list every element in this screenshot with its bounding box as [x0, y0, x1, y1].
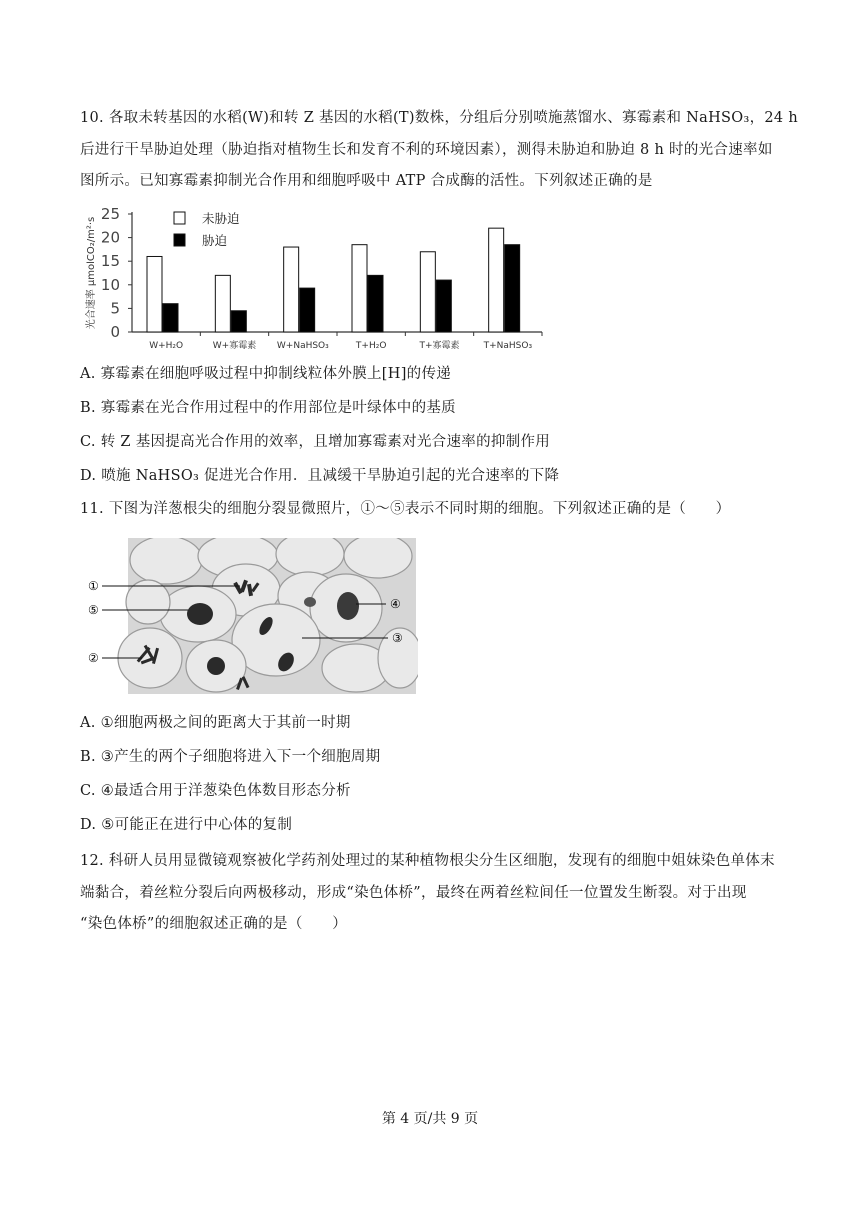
x-tick-label: W+NaHSO₃	[276, 341, 329, 351]
q10-option-c: C. 转 Z 基因提高光合作用的效率，且增加寡霉素对光合速率的抑制作用	[80, 434, 551, 450]
q10-line-2: 后进行干旱胁迫处理（胁迫指对植物生长和发育不利的环境因素），测得未胁迫和胁迫 8 h 时的光合速率如	[80, 141, 773, 158]
q11-option-a: A. ①细胞两极之间的距离大于其前一时期	[80, 715, 351, 731]
q11-option-d: D. ⑤可能正在进行中心体的复制	[80, 817, 293, 833]
x-tick-label: T+寡霉素	[419, 341, 460, 351]
bar-unstressed	[284, 247, 299, 332]
x-tick-label: W+H₂O	[149, 341, 184, 351]
cell-4-nucleus	[337, 592, 359, 620]
q11-option-b: B. ③产生的两个子细胞将进入下一个细胞周期	[80, 749, 381, 765]
page-footer	[0, 1108, 860, 1128]
q10-line-3: 图所示。已知寡霉素抑制光合作用和细胞呼吸中 ATP 合成酶的活性。下列叙述正确的是	[80, 173, 653, 189]
q12-line-3: “染色体桥”的细胞叙述正确的是（ ）	[80, 916, 348, 932]
cell-5-nucleus	[187, 603, 213, 625]
y-tick-label: 20	[100, 228, 120, 247]
figure-label-2: ②	[88, 651, 99, 665]
legend-label-unstressed: 未胁迫	[202, 211, 240, 226]
bar-unstressed	[215, 275, 230, 332]
y-tick-label: 5	[110, 299, 120, 318]
y-axis-label: 光合速率 μmolCO₂/m²·s	[86, 216, 97, 330]
bar-unstressed	[420, 252, 435, 332]
q10-option-d: D. 喷施 NaHSO₃ 促进光合作用．且减缓干旱胁迫引起的光合速率的下降	[80, 468, 560, 484]
bar-stressed	[368, 275, 383, 332]
bar-stressed	[300, 288, 315, 332]
q12-line-1: 12. 科研人员用显微镜观察被化学药剂处理过的某种植物根尖分生区细胞，发现有的细胞中姐妹染色单体末	[80, 853, 775, 869]
q12-line-2: 端黏合，着丝粒分裂后向两极移动，形成“染色体桥”，最终在两着丝粒间任一位置发生断裂。对于出现	[80, 884, 747, 901]
x-tick-label: T+NaHSO₃	[483, 341, 533, 351]
bar-stressed	[163, 304, 178, 332]
question-11-stem: 11. 下图为洋葱根尖的细胞分裂显微照片，①～⑤表示不同时期的细胞。下列叙述正确的是（ ）	[80, 501, 731, 517]
figure-label-3: ③	[392, 631, 403, 645]
q10-line-1: 10. 各取未转基因的水稻(W)和转 Z 基因的水稻(T)数株，分组后分别喷施蒸馏水、寡霉素和 NaHSO₃，24 h	[80, 110, 798, 126]
x-tick-label: W+寡霉素	[212, 341, 257, 351]
question-10-stem	[80, 103, 800, 198]
x-tick-label: T+H₂O	[355, 341, 387, 351]
q11-option-c: C. ④最适合用于洋葱染色体数目形态分析	[80, 783, 351, 799]
figure-label-1: ①	[88, 579, 99, 593]
bar-stressed	[231, 311, 246, 332]
question-12-stem	[80, 846, 800, 941]
photosynthesis-rate-bar-chart	[78, 204, 548, 356]
q10-option-a: A. 寡霉素在细胞呼吸过程中抑制线粒体外膜上[H]的传递	[80, 366, 452, 382]
legend-swatch-unstressed	[174, 212, 185, 224]
bar-unstressed	[489, 228, 504, 332]
y-tick-label: 10	[100, 275, 120, 294]
bar-unstressed	[147, 256, 162, 332]
bar-stressed	[505, 245, 520, 332]
y-tick-label: 0	[110, 323, 120, 341]
onion-root-tip-micrograph	[88, 538, 418, 694]
y-tick-label: 15	[100, 252, 120, 271]
y-tick-label: 25	[100, 205, 120, 223]
legend-swatch-stressed	[174, 234, 185, 246]
page-number: 第 4 页/共 9 页	[381, 1111, 479, 1127]
q10-option-b: B. 寡霉素在光合作用过程中的作用部位是叶绿体中的基质	[80, 400, 456, 416]
bar-stressed	[436, 280, 451, 332]
bar-unstressed	[352, 245, 367, 332]
legend-label-stressed: 胁迫	[202, 233, 228, 248]
figure-label-5: ⑤	[88, 603, 99, 617]
figure-label-4: ④	[390, 597, 401, 611]
